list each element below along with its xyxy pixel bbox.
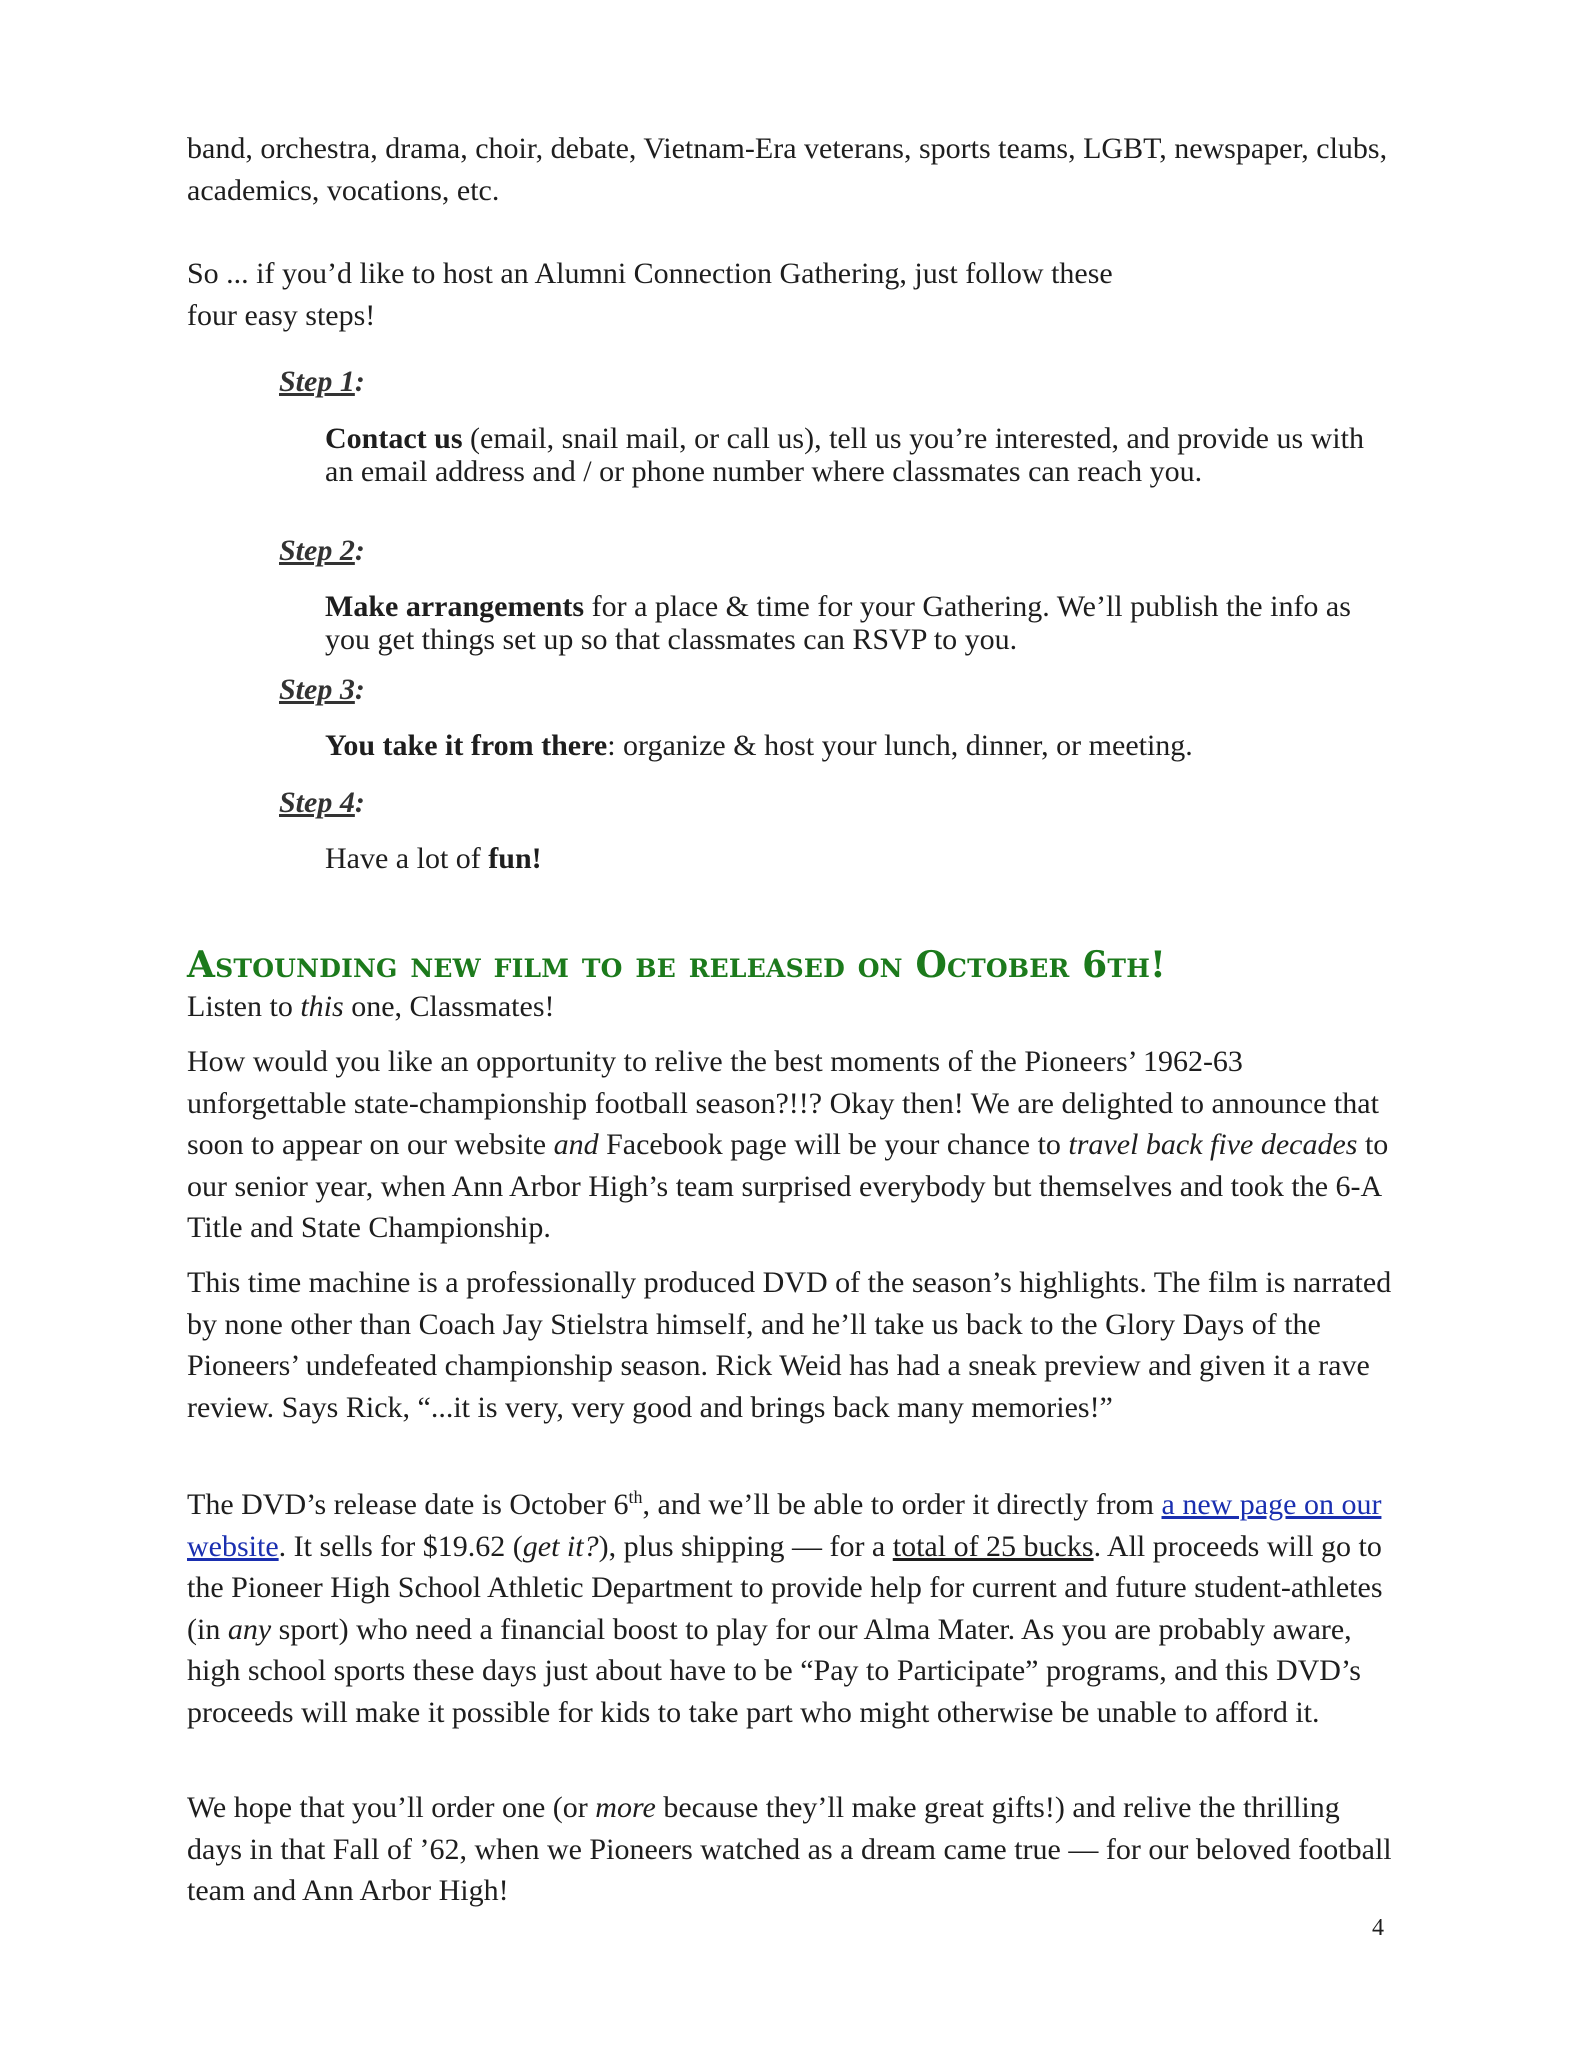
article-paragraph-2: This time machine is a professionally produced DVD of the season’s highlights. The film is narrated by none other than Coach Jay Stielstra himself, and he’ll take us back to the Glory Days of the Pioneers’ undefeated championship season. Rick Weid has had a sneak preview and given it a rave review. Says Rick, “...it is very, very good and brings back many memories!” <box>187 1266 1392 1424</box>
step-1-text: (email, snail mail, or call us), tell us you’re interested, and provide us with an email address and / or phone number where classmates can reach you. <box>325 422 1364 488</box>
article-paragraph-3: The DVD’s release date is October 6th, and we’ll be able to order it directly from a new page on our website. It sells for $19.62 (get it?), plus shipping — for a total of 25 bucks. All proceeds will go to the Pioneer High School Athletic Department to provide help for current and future student-athletes (in any sport) who need a financial boost to play for our Alma Mater. As you are probably aware, high school sports these days just about have to be “Pay to Participate” programs, and this DVD’s proceeds will make it possible for kids to take part who might otherwise be unable to afford it. <box>187 1487 1383 1729</box>
step-3-bold: You take it from there <box>325 729 608 762</box>
article-paragraph-4: We hope that you’ll order one (or more because they’ll make great gifts!) and relive the thrilling days in that Fall of ’62, when we Pioneers watched as a dream came true — for our beloved football team and Ann Arbor High! <box>187 1791 1392 1907</box>
step-4-label: Step 4: <box>279 786 365 819</box>
article-heading: Astounding new film to be released on October 6th! <box>187 944 1167 986</box>
ordinal-suffix: th <box>628 1487 643 1507</box>
step-2-body <box>325 590 1390 656</box>
step-4-bold: fun! <box>488 842 542 875</box>
step-1-body <box>325 422 1390 488</box>
step-4-text: Have a lot of <box>325 842 489 875</box>
steps-intro-line-2: four easy steps! <box>187 298 376 332</box>
step-2-bold: Make arrangements <box>325 590 585 623</box>
step-1-bold: Contact us <box>325 422 463 455</box>
step-2-text: for a place & time for your Gathering. We’ll publish the info as you get things set up so that classmates can RSVP to you. <box>325 590 1351 656</box>
page-number: 4 <box>1372 1915 1384 1941</box>
website-order-link[interactable]: a new page on our website <box>187 1488 1382 1563</box>
steps-intro-paragraph <box>187 253 1397 336</box>
article-lead: Listen to this one, Classmates! <box>187 990 555 1023</box>
article-paragraph-1: How would you like an opportunity to relive the best moments of the Pioneers’ 1962-63 unforgettable state-championship football season?!!? Okay then! We are delighted to announce that soon to appear on our website and Facebook page will be your chance to travel back five decades to our senior year, when Ann Arbor High’s team surprised everybody but themselves and took the 6-A Title and State Championship. <box>187 1045 1389 1244</box>
step-4-body <box>325 842 1390 875</box>
step-1-label: Step 1: <box>279 365 365 398</box>
step-3-body <box>325 729 1390 762</box>
step-2-label: Step 2: <box>279 534 365 567</box>
price-total: total of 25 bucks <box>892 1529 1094 1563</box>
intro-paragraph: band, orchestra, drama, choir, debate, Vietnam-Era veterans, sports teams, LGBT, newspaper, clubs, academics, vocations, etc. <box>187 132 1388 207</box>
step-3-label: Step 3: <box>279 673 365 706</box>
step-3-text: : organize & host your lunch, dinner, or meeting. <box>607 729 1193 762</box>
steps-intro-line-1: So ... if you’d like to host an Alumni Connection Gathering, just follow these <box>187 257 1113 290</box>
